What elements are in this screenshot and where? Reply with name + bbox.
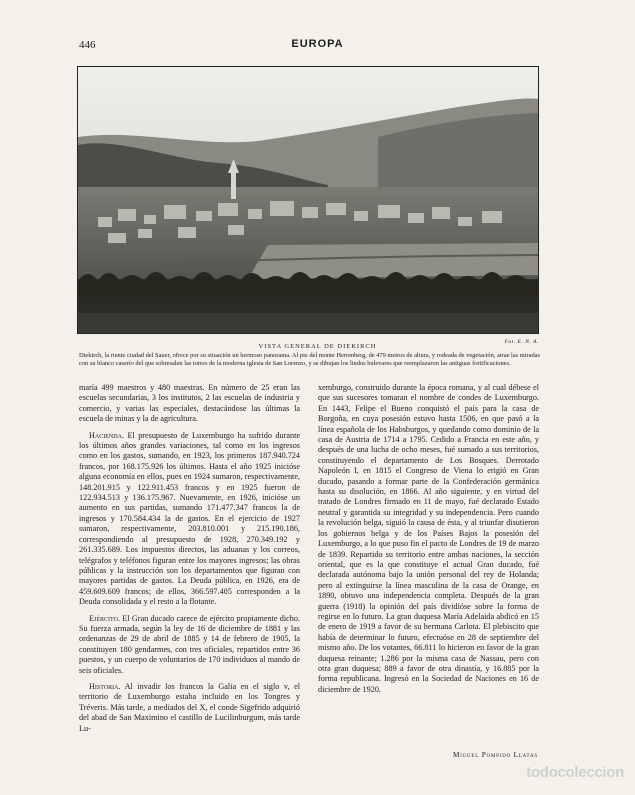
page-number: 446: [79, 39, 96, 51]
photo-caption: Diekirch, la riente ciudad del Sauer, ofrece por su situación un hermoso panorama. Al pie del monte Herrenberg, de 479 metros de altura, y rodeada de vegetación, atrae las miradas con su blanco caserío del que sobresalen las torres de la moderna iglesia de San Lorenzo, y se dibujan los lindos bulevares que reemplazaron las antiguas fortificaciones.: [79, 352, 540, 367]
paragraph-historia-continued: xemburgo, construido durante la época romana, y al cual débese el que sus sucesores tomaran el nombre de condes de Luxemburgo. En 1443, Felipe el Bueno conquistó el país para la casa de Borgoña, en cuya posesión estuvo hasta 1506, en que pasó a la línea española de los Habsburgos, y quedando como dominio de la casa de Austria de 1714 a 1795. Cedido a Francia en este año, y después de una lucha de ocho meses, fué sumado a sus territorios, constituyendo el departamento de Los Bosques. Derrotado Napoleón I, en 1815 el Congreso de Viena lo erigió en Gran ducado, pasando a formar parte de la Confederación germánica hasta su disolución, en 1866. Al año siguiente, y en virtud del tratado de Londres firmado en 11 de mayo, fué declarado Estado neutral y garantida su integridad y su independencia. Pero cuando la revolución belga, siguió la causa de ésta, y al triunfar disutieron los gobiernos belga y de los Países Bajos la posesión del Luxemburgo, a lo que puso fin el pacto de Londres de 19 de marzo de 1839. Repartido su territorio entre ambas naciones, la sección oriental, que es la que constituye el actual Gran ducado, fué declarada autónoma bajo la unión personal del rey de Holanda; pero al extinguirse la línea masculina de la casa de Orange, en 1890, obtuvo una independencia completa. Después de la gran guerra (1918) la opinión del país dividióse sobre la forma de regirse en lo futuro. La gran duquesa María Adelaida abdicó en 15 de enero de 1919 a favor de su hermana Carlota. El plebiscito que había de determinar lo futuro, efectuóse en 28 de septiembre del mismo año. De los votantes, 66.811 lo hicieron en favor de la gran duquesa reinante; 1.286 por la misma casa de Nassau, pero con otra gran duquesa; 889 a favor de otra dinastía, y 16.885 por la forma republicana. Ingresó en la Sociedad de Naciones en 16 de diciembre de 1920.: [318, 383, 539, 694]
left-column: [79, 383, 300, 734]
running-head: EUROPA: [291, 38, 344, 50]
section-heading: Historia.: [89, 681, 121, 691]
right-column: [318, 383, 539, 695]
landscape-photo: [77, 66, 539, 334]
paragraph-education: maría 499 maestros y 480 maestras. En número de 25 eran las escuelas secundarias, 3 los institutos, 2 las escuelas de industria y comercio, y varias las especiales, destacándose las últimas la escuela de minas y la de agricultura.: [79, 383, 300, 424]
paragraph-historia: [79, 682, 300, 734]
paragraph-body: El Gran ducado carece de ejército propiamente dicho. Su fuerza armada, según la ley de 16 de diciembre de 1881 y las ordenanzas de 29 de abril de 1885 y 14 de febrero de 1905, la constituyen 180 gendarmes, con tres oficiales, repartidos entre 36 puestos, y un cuerpo de voluntarios de 170 individuos al mando de seis oficiales.: [79, 613, 300, 675]
paragraph-ejercito: [79, 614, 300, 676]
paragraph-hacienda: [79, 431, 300, 608]
paragraph-body: El presupuesto de Luxemburgo ha sufrido durante los últimos años grandes variaciones, tal como en los ingresos como en los gastos, sumando, en 1923, los primeros 187.940.724 francos, por 168.175.926 los últimos. Hasta el año 1925 inicióse alguna economía en ellos, pues en 1924 sumaron, respectivamente, 148.201.915 y 122.911.453 francos y en 1925 fueron de 122.934.513 y 136.175.967. Nuevamente, en 1926, inicióse un aumento en sus partidas, sumando 171.477.347 francos la de ingresos y 170.584.434 la de gastos. En el ejercicio de 1927 sumaron, respectivamente, 203.810.001 y 215.190.186, correspondiendo al presupuesto de 1928, 270.349.192 y 261.335.689. Los impuestos directos, las aduanas y los correos, telégrafos y teléfonos figuran entre los mayores ingresos; las obras públicas y la instrucción son los departamentos que figuran con mayores partidas de gastos. La Deuda pública, en 1926, era de 459.609.609 francos; de ellos, 366.597.405 corresponden a la Deuda consolidada y el resto a la flotante.: [79, 430, 301, 607]
author-signature: Miguel Pompido Llatas: [452, 751, 538, 759]
watermark: todocoleccion: [526, 764, 624, 781]
section-heading: Ejército.: [89, 613, 120, 623]
paragraph-body: Al invadir los francos la Galia en el siglo v, el territorio de Luxemburgo estaba incluido en los Tongres y Tréveris. Más tarde, a mediados del X, el conde Sigefrido adquirió del abad de San Maximino el castillo de Lucilinburgum, más tarde Lu-: [79, 681, 300, 733]
photo-title: VISTA GENERAL DE DIEKIRCH: [258, 343, 377, 350]
photo-credit: Fot. E. N. A.: [504, 339, 539, 345]
section-heading: Hacienda.: [89, 430, 124, 440]
